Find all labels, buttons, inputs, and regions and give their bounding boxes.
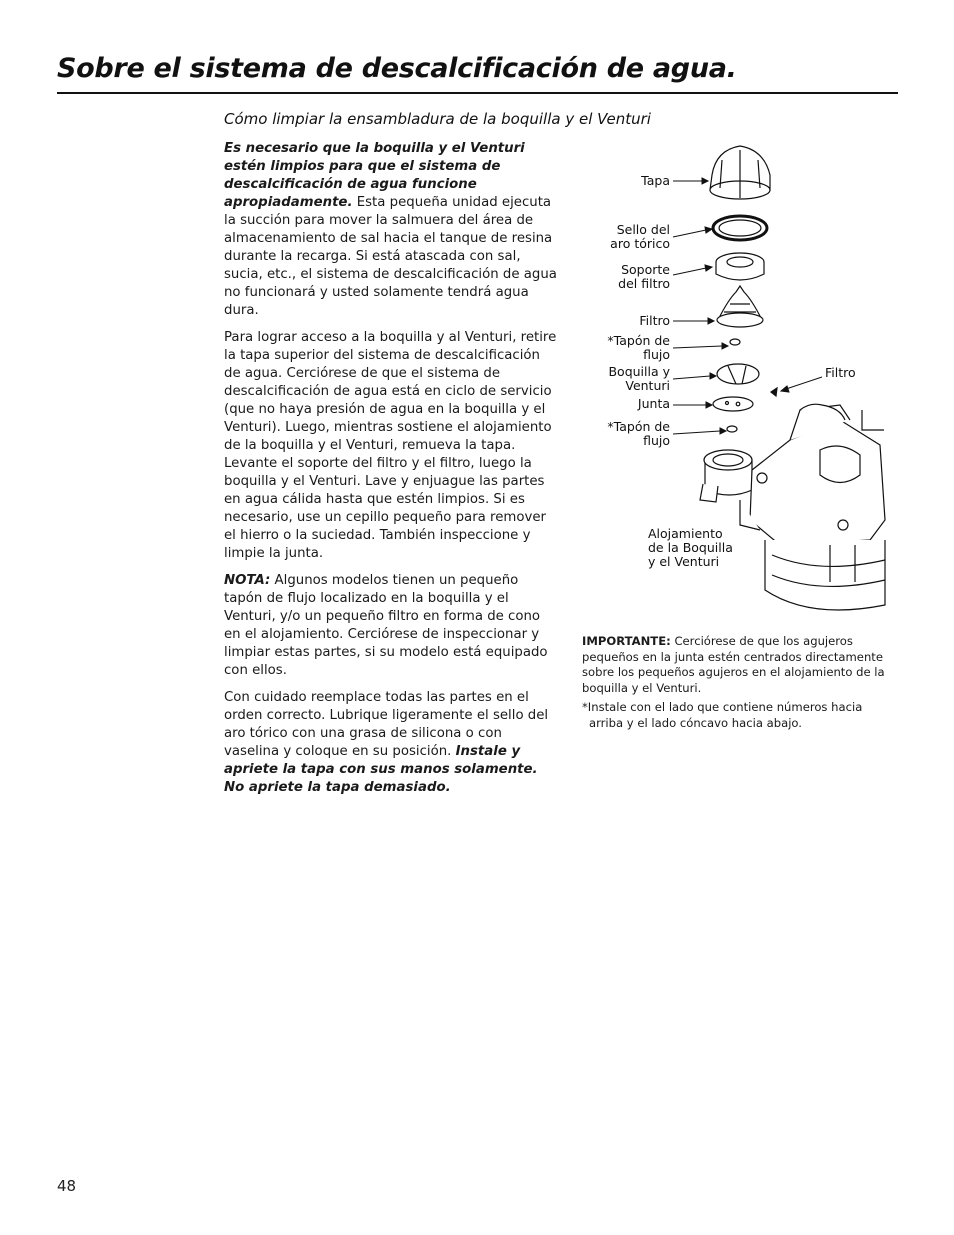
paragraph-intro (224, 140, 558, 320)
section-subtitle: Cómo limpiar la ensambladura de la boquilla y el Venturi (224, 110, 651, 128)
label-nozzle-venturi-line2: Venturi (625, 378, 670, 393)
note-label: NOTA: (224, 573, 271, 588)
label-flow-plug-upper-line2: flujo (643, 347, 670, 362)
note-text: Algunos modelos tienen un pequeño tapón de flujo localizado en la boquilla y el Venturi, y/o un pequeño filtro en forma de cono en el alojamiento. Cerciórese de inspeccionar y limpiar estas partes, si su modelo está equipado con ellos. (224, 573, 548, 678)
o-ring-part (713, 216, 767, 240)
label-filter-support (618, 263, 670, 291)
label-flow-plug-upper (607, 334, 670, 362)
label-filter: Filtro (639, 313, 670, 328)
page-number: 48 (57, 1177, 77, 1195)
label-nozzle-venturi (608, 365, 670, 393)
label-o-ring-line2: aro tórico (610, 236, 670, 251)
paragraph-replace (224, 689, 558, 797)
label-housing (648, 527, 733, 569)
gasket-part (713, 397, 753, 411)
filter-part (717, 286, 763, 327)
label-flow-plug-lower (607, 420, 670, 448)
label-gasket: Junta (637, 396, 670, 411)
label-cone-filter: Filtro (825, 365, 856, 380)
replace-bold-text: Instale y apriete la tapa con sus manos solamente. No apriete la tapa demasiado. (224, 744, 538, 795)
cap-part (710, 146, 770, 199)
intro-text: Esta pequeña unidad ejecuta la succión para mover la salmuera del área de almacenamiento de sal hacia el tanque de resina durante la recarga. Si está atascada con sal, sucia, etc., el sistema de descalcificación de agua no funcionará y usted solamente tendrá agua dura. (224, 195, 557, 318)
paragraph-note (224, 572, 558, 680)
label-cap: Tapa (641, 173, 670, 188)
label-filter-support-line1: Soporte (621, 262, 670, 277)
title-rule (57, 92, 898, 94)
flow-plug-lower (727, 426, 737, 432)
flow-plug-upper (730, 339, 740, 345)
important-notes (582, 634, 894, 735)
label-flow-plug-lower-line1: *Tapón de (607, 419, 670, 434)
paragraph-access: Para lograr acceso a la boquilla y al Venturi, retire la tapa superior del sistema de descalcificación de agua. Cerciórese de que el sistema de descalcificación de agua está en ciclo de servicio (que no haya presión de agua en la boquilla y el Venturi). Luego, mientras sostiene el alojamiento de la boquilla y el Venturi, remueva la tapa. Levante el soporte del filtro y el filtro, luego la boquilla y el Venturi. Lave y enjuague las partes en agua cálida hasta que estén limpios. Si es necesario, use un cepillo pequeño para remover el hierro o la suciedad. También inspeccione y limpie la junta. (224, 330, 557, 561)
footnote: *Instale con el lado que contiene números hacia arriba y el lado cóncavo hacia abajo. (582, 700, 863, 730)
housing-part (700, 404, 885, 610)
important-text: Cerciórese de que los agujeros pequeños en la junta estén centrados directamente sobre los pequeños agujeros en el alojamiento de la boquilla y el Venturi. (582, 634, 885, 695)
label-housing-line2: de la Boquilla (648, 540, 733, 555)
body-text-column (224, 140, 558, 806)
label-filter-support-line2: del filtro (618, 276, 670, 291)
label-o-ring-line1: Sello del (616, 222, 670, 237)
label-o-ring (610, 223, 670, 251)
cone-filter-part (771, 388, 777, 396)
page-title: Sobre el sistema de descalcificación de agua. (57, 53, 737, 84)
label-nozzle-venturi-line1: Boquilla y (608, 364, 670, 379)
label-housing-line3: y el Venturi (648, 554, 720, 569)
important-label: IMPORTANTE: (582, 634, 671, 648)
label-housing-line1: Alojamiento (648, 526, 723, 541)
label-flow-plug-upper-line1: *Tapón de (607, 333, 670, 348)
important-note (582, 634, 894, 696)
intro-bold-text: Es necesario que la boquilla y el Venturi estén limpios para que el sistema de descalcificación de agua funcione apropiadamente. (224, 141, 525, 210)
replace-text: Con cuidado reemplace todas las partes en el orden correcto. Lubrique ligeramente el sello del aro tórico con una grasa de silicona o con vaselina y coloque en su posición. (224, 690, 549, 759)
label-flow-plug-lower-line2: flujo (643, 433, 670, 448)
filter-support-part (716, 253, 764, 280)
nozzle-venturi-part (717, 364, 759, 384)
